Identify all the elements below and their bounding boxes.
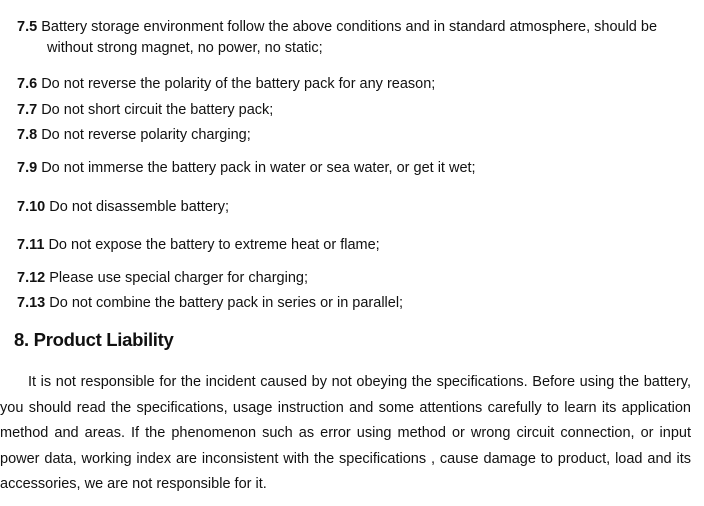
item-text: Do not disassemble battery; (49, 199, 229, 215)
item-text: Do not immerse the battery pack in water or sea water, or get it wet; (41, 160, 476, 176)
list-item-7-13 (17, 293, 403, 314)
item-number: 7.11 (17, 237, 45, 253)
list-item-7-8 (17, 125, 251, 146)
item-number: 7.13 (17, 295, 46, 311)
item-number: 7.10 (17, 199, 46, 215)
section-heading: 8. Product Liability (14, 329, 174, 350)
list-item-7-7 (17, 100, 273, 121)
item-text: Do not reverse the polarity of the battery pack for any reason; (41, 76, 436, 92)
item-number: 7.9 (17, 160, 38, 176)
list-item-7-5 (17, 17, 700, 59)
item-number: 7.12 (17, 270, 46, 286)
item-number: 7.8 (17, 127, 38, 143)
item-text: Do not expose the battery to extreme heat or flame; (48, 237, 380, 253)
item-number: 7.6 (17, 76, 38, 92)
section-paragraph: It is not responsible for the incident caused by not obeying the specifications. Before using the battery, you should read the specifications, usage instruction and some attentions carefully to learn its application method and areas. If the phenomenon such as error using method or wrong circuit connection, or input power data, working index are inconsistent with the specifications , cause damage to product, load and its accessories, we are not responsible for it. (0, 374, 691, 493)
list-item-7-12 (17, 268, 308, 289)
item-text: Do not combine the battery pack in series or in parallel; (49, 295, 404, 311)
list-item-7-9 (17, 158, 476, 179)
item-text: Do not short circuit the battery pack; (41, 102, 274, 118)
item-text: Please use special charger for charging; (49, 270, 308, 286)
item-number: 7.7 (17, 102, 38, 118)
item-text: Do not reverse polarity charging; (41, 127, 251, 143)
item-text: Battery storage environment follow the above conditions and in standard atmosphere, should be (41, 19, 658, 35)
item-number: 7.5 (17, 19, 38, 35)
list-item-7-6 (17, 74, 435, 95)
item-text-continuation: without strong magnet, no power, no static; (47, 40, 323, 56)
list-item-7-11 (17, 235, 380, 256)
list-item-7-10 (17, 197, 229, 218)
